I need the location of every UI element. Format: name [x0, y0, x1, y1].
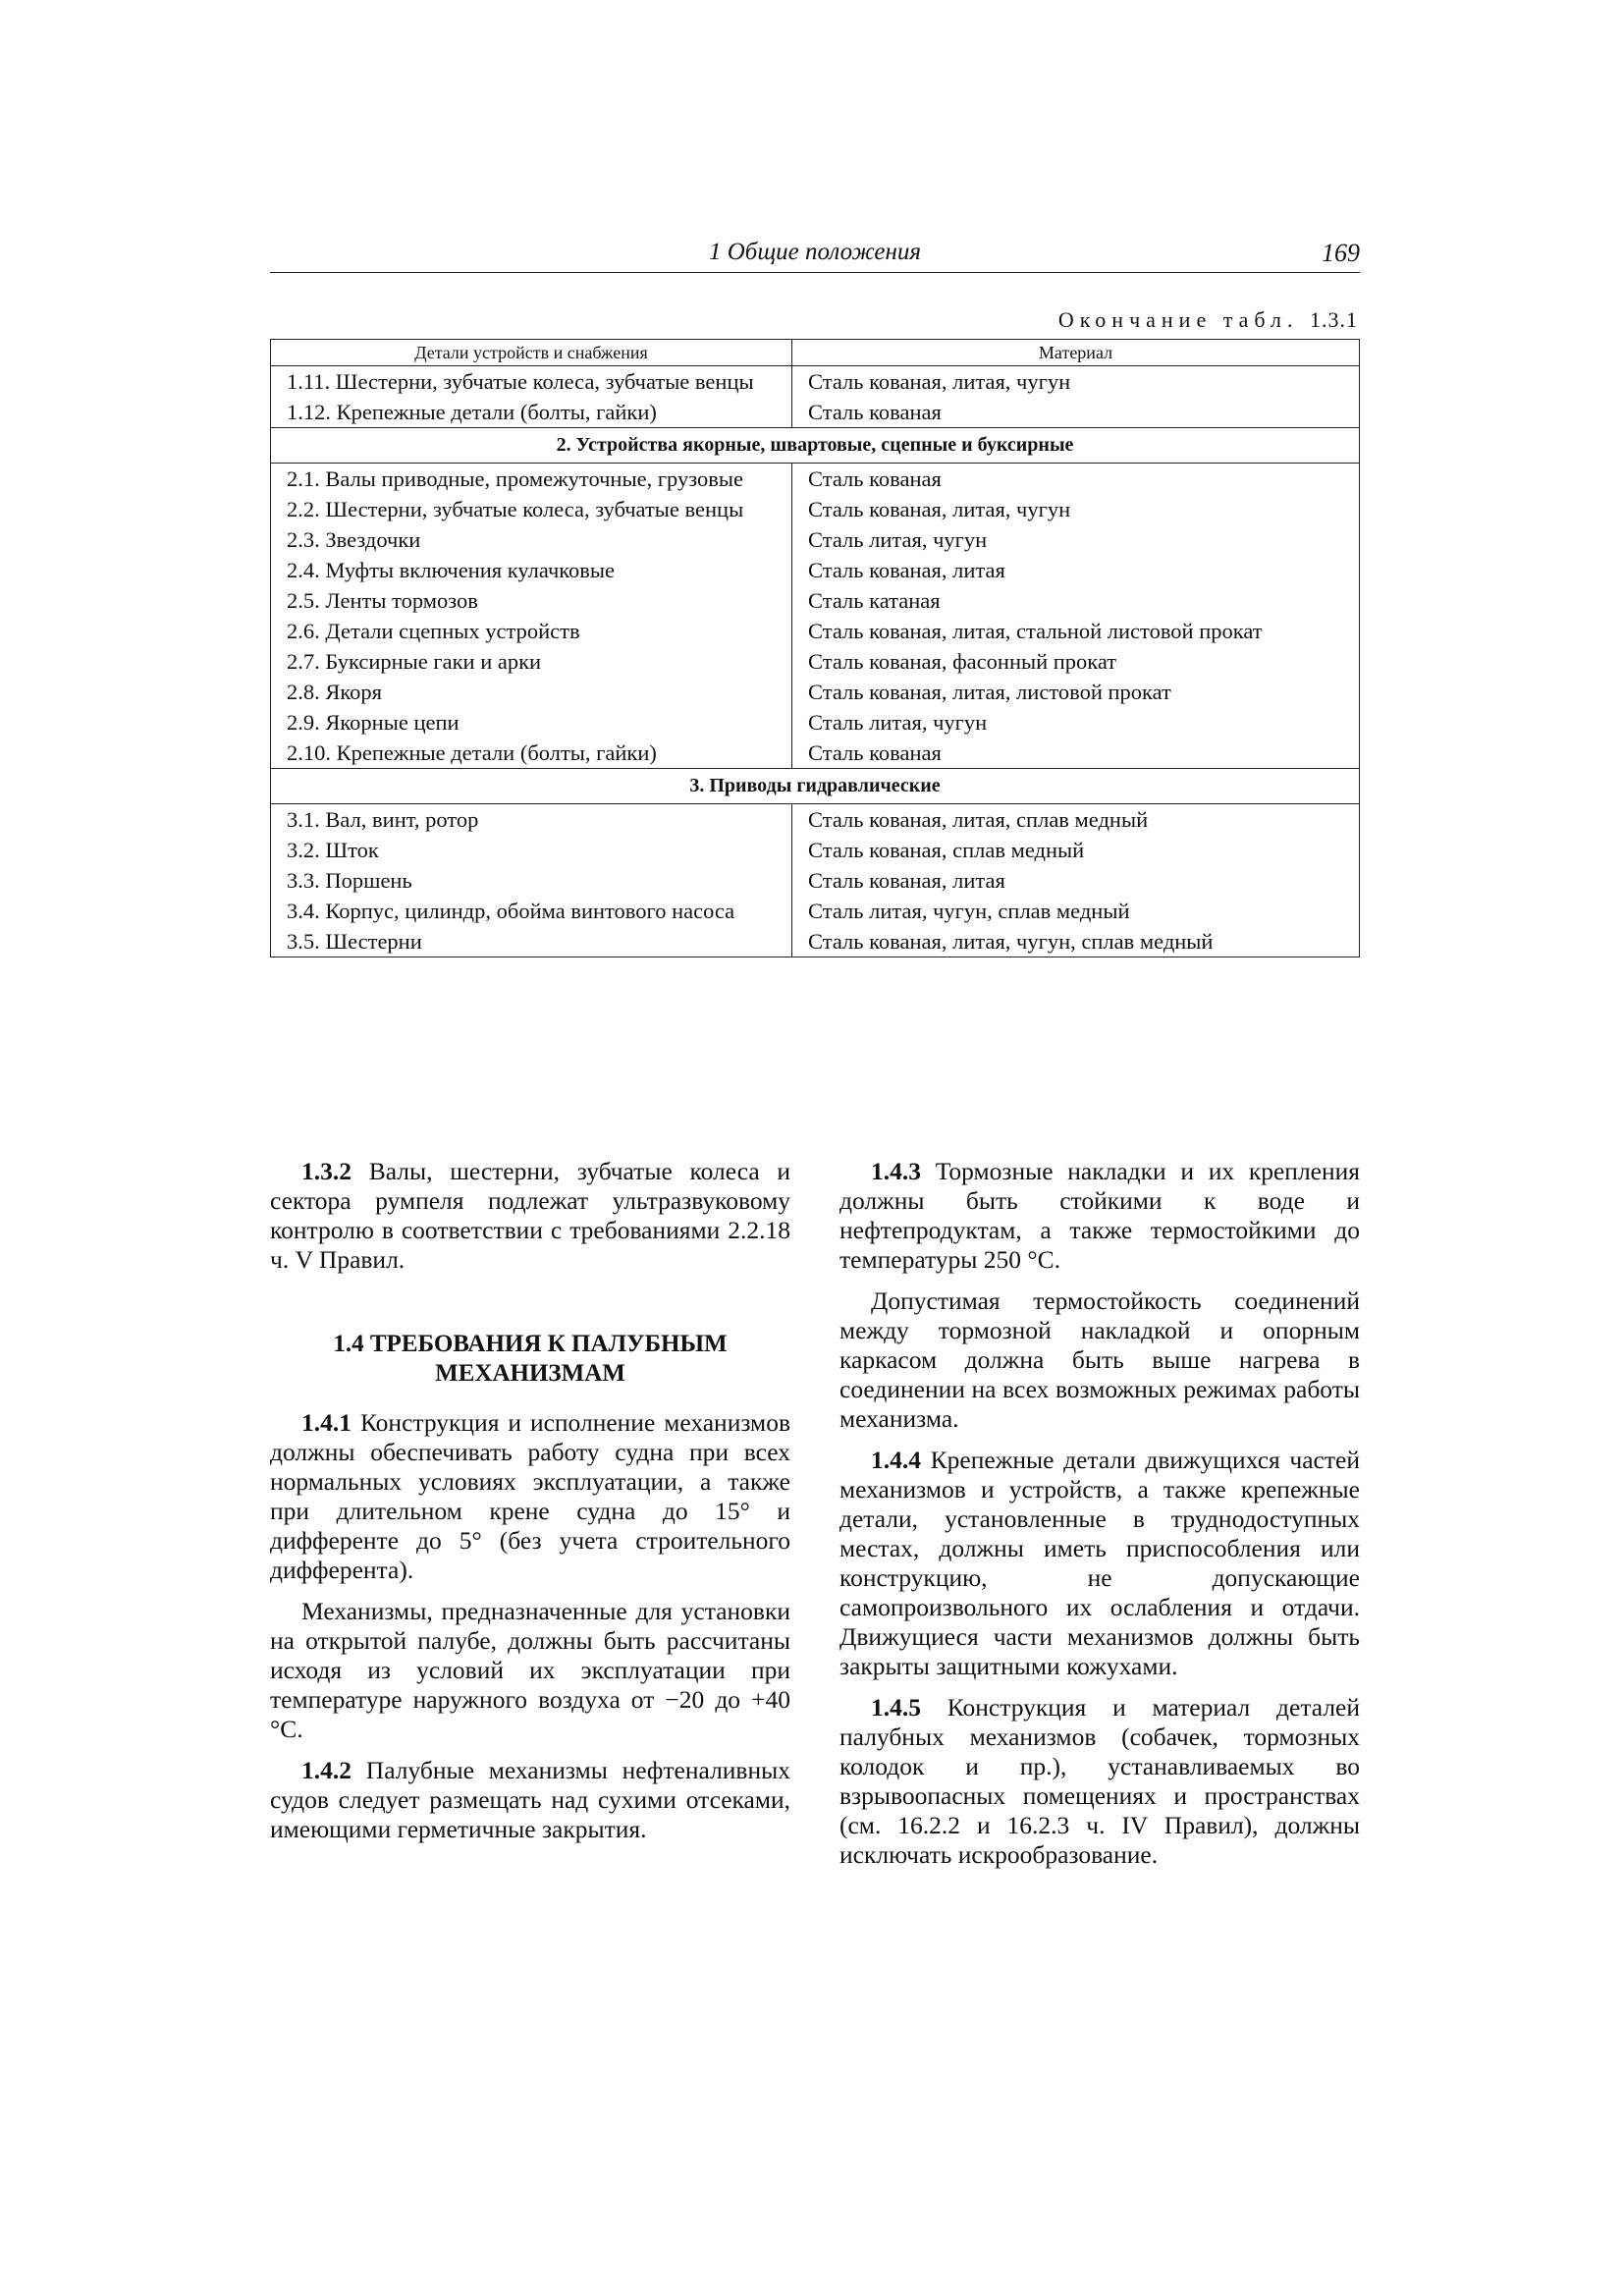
material-cell: Сталь литая, чугун, сплав медный [792, 896, 1360, 926]
paragraph-text: Конструкция и материал деталей палубных механизмов (собачек, тормозных колодок и пр.), устанавливаемых во взрывоопасных помещениях и пространствах (см. 16.2.2 и 16.2.3 ч. IV Правил), должны исключать искрообразование. [839, 1693, 1361, 1869]
table-row [271, 494, 1360, 524]
material-cell: Сталь кованая, литая, чугун, сплав медный [792, 926, 1360, 957]
running-title: 1 Общие положения [708, 239, 922, 265]
table-row [271, 646, 1360, 677]
part-cell: 1.11. Шестерни, зубчатые колеса, зубчатые венцы [271, 366, 792, 398]
paragraph-text: Тормозные накладки и их крепления должны быть стойкими к воде и нефтепродуктам, а также термостойкими до температуры 250 °С. [839, 1157, 1361, 1274]
material-cell: Сталь кованая, литая, чугун [792, 494, 1360, 524]
table-row [271, 707, 1360, 738]
material-cell: Сталь кованая, сплав медный [792, 835, 1360, 865]
part-cell: 2.9. Якорные цепи [271, 707, 792, 738]
section-2-title: 2. Устройства якорные, швартовые, сцепные и буксирные [271, 428, 1360, 464]
table-row [271, 555, 1360, 585]
clause-number: 1.4.1 [301, 1408, 352, 1437]
right-column [839, 1157, 1360, 1882]
clause-number: 1.4.5 [871, 1693, 921, 1722]
part-cell: 2.5. Ленты тормозов [271, 585, 792, 616]
material-cell: Сталь кованая, литая [792, 555, 1360, 585]
table-caption [1058, 307, 1358, 333]
clause-number: 1.4.2 [301, 1756, 352, 1784]
part-cell: 2.8. Якоря [271, 677, 792, 707]
table-row [271, 865, 1360, 896]
material-cell: Сталь кованая, фасонный прокат [792, 646, 1360, 677]
left-column [270, 1157, 790, 1856]
clause-number: 1.3.2 [301, 1157, 352, 1185]
part-cell: 2.2. Шестерни, зубчатые колеса, зубчатые венцы [271, 494, 792, 524]
table-row [271, 366, 1360, 398]
material-cell: Сталь кованая, литая, стальной листовой прокат [792, 616, 1360, 646]
clause-number: 1.4.3 [871, 1157, 921, 1185]
section-3-title: 3. Приводы гидравлические [271, 769, 1360, 804]
paragraph-text: Крепежные детали движущихся частей механизмов и устройств, а также крепежные детали, установленные в труднодоступных местах, должны иметь приспособления или конструкцию, не допускающие самопроизвольного их ослабления и отдачи. Движущиеся части механизмов должны быть закрыты защитными кожухами. [839, 1446, 1360, 1680]
column-header-parts: Детали устройств и снабжения [271, 340, 792, 366]
material-cell: Сталь кованая, литая, листовой прокат [792, 677, 1360, 707]
part-cell: 1.12. Крепежные детали (болты, гайки) [271, 397, 792, 428]
part-cell: 3.3. Поршень [271, 865, 792, 896]
materials-table [270, 339, 1360, 957]
part-cell: 3.2. Шток [271, 835, 792, 865]
material-cell: Сталь катаная [792, 585, 1360, 616]
table-section-row [271, 769, 1360, 804]
table-caption-number: 1.3.1 [1310, 307, 1358, 332]
part-cell: 2.4. Муфты включения кулачковые [271, 555, 792, 585]
table-row [271, 524, 1360, 555]
running-header [270, 239, 1360, 273]
table-section-row [271, 428, 1360, 464]
material-cell: Сталь кованая, литая, чугун [792, 366, 1360, 398]
part-cell: 2.10. Крепежные детали (болты, гайки) [271, 738, 792, 769]
table-row [271, 738, 1360, 769]
material-cell: Сталь кованая [792, 464, 1360, 495]
part-cell: 3.1. Вал, винт, ротор [271, 804, 792, 836]
part-cell: 2.1. Валы приводные, промежуточные, грузовые [271, 464, 792, 495]
paragraph-text: Палубные механизмы нефтеналивных судов следует размещать над сухими отсеками, имеющими герметичные закрытия. [270, 1756, 791, 1843]
paragraph-1-4-1-cont: Механизмы, предназначенные для установки на открытой палубе, должны быть рассчитаны исходя из условий их эксплуатации при температуре наружного воздуха от −20 до +40 °С. [270, 1597, 790, 1743]
column-header-material: Материал [792, 340, 1360, 366]
material-cell: Сталь кованая [792, 397, 1360, 428]
paragraph-1-3-2 [270, 1157, 790, 1275]
paragraph-1-4-5 [839, 1693, 1360, 1870]
table-row [271, 896, 1360, 926]
table-row [271, 616, 1360, 646]
part-cell: 2.7. Буксирные гаки и арки [271, 646, 792, 677]
table-row [271, 397, 1360, 428]
paragraph-text: Валы, шестерни, зубчатые колеса и сектора румпеля подлежат ультразвуковому контролю в соответствии с требованиями 2.2.18 ч. V Правил. [270, 1157, 791, 1274]
part-cell: 3.5. Шестерни [271, 926, 792, 957]
material-cell: Сталь кованая [792, 738, 1360, 769]
paragraph-1-4-3 [839, 1157, 1360, 1275]
part-cell: 2.6. Детали сцепных устройств [271, 616, 792, 646]
table-row [271, 804, 1360, 836]
section-1-4-heading: 1.4 ТРЕБОВАНИЯ К ПАЛУБНЫМ МЕХАНИЗМАМ [333, 1331, 728, 1387]
table-caption-label: Окончание табл. [1057, 307, 1299, 332]
table-row [271, 585, 1360, 616]
table-row [271, 835, 1360, 865]
table-row [271, 926, 1360, 957]
paragraph-1-4-4 [839, 1446, 1360, 1681]
material-cell: Сталь литая, чугун [792, 707, 1360, 738]
material-cell: Сталь литая, чугун [792, 524, 1360, 555]
paragraph-1-4-2 [270, 1756, 790, 1844]
material-cell: Сталь кованая, литая, сплав медный [792, 804, 1360, 836]
table-row [271, 464, 1360, 495]
material-cell: Сталь кованая, литая [792, 865, 1360, 896]
part-cell: 3.4. Корпус, цилиндр, обойма винтового насоса [271, 896, 792, 926]
part-cell: 2.3. Звездочки [271, 524, 792, 555]
table-header-row [271, 340, 1360, 366]
table-row [271, 677, 1360, 707]
paragraph-1-4-1 [270, 1408, 790, 1585]
paragraph-text: Конструкция и исполнение механизмов должны обеспечивать работу судна при всех нормальных условиях эксплуатации, а также при длительном крене судна до 15° и дифференте до 5° (без учета строительного дифферента). [270, 1408, 790, 1584]
page-number: 169 [1322, 239, 1360, 267]
paragraph-1-4-3-cont: Допустимая термостойкость соединений между тормозной накладкой и опорным каркасом должна быть выше нагрева в соединении на всех возможных режимах работы механизма. [839, 1286, 1360, 1433]
clause-number: 1.4.4 [871, 1446, 921, 1474]
